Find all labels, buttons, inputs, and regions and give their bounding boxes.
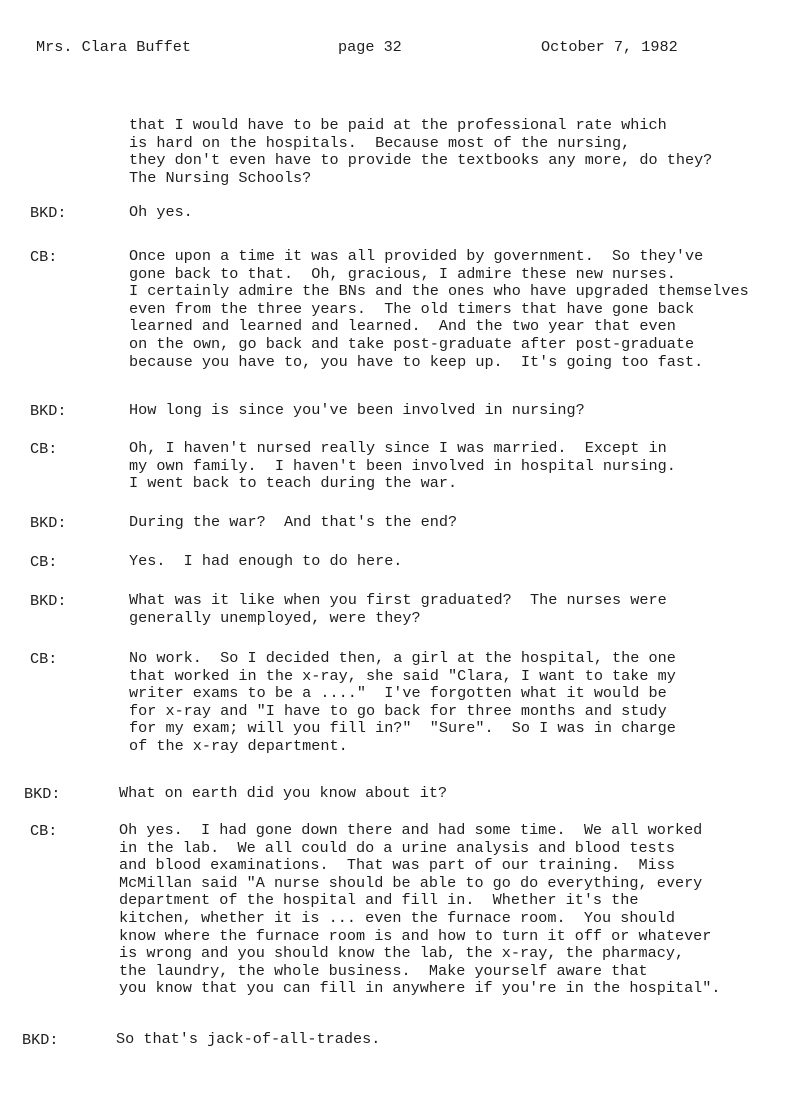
text-line: even from the three years. The old timers that have gone back — [129, 299, 695, 318]
header-date: October 7, 1982 — [541, 38, 678, 56]
header-interviewee-name: Mrs. Clara Buffet — [36, 38, 191, 56]
utterance-text — [129, 117, 789, 187]
utterance-text — [129, 248, 789, 371]
speaker-label: CB: — [30, 553, 58, 571]
text-line: No work. So I decided then, a girl at the hospital, the one — [129, 649, 676, 667]
utterance-text — [119, 822, 779, 998]
speaker-label: BKD: — [30, 402, 67, 420]
text-line: my own family. I haven't been involved in hospital nursing. — [129, 456, 676, 475]
speaker-label: BKD: — [24, 785, 61, 803]
speaker-label: CB: — [30, 650, 58, 668]
utterance-text — [129, 514, 789, 532]
text-line: that worked in the x-ray, she said "Clara, I want to take my — [129, 666, 676, 685]
text-line: you know that you can fill in anywhere if you're in the hospital". — [119, 979, 721, 998]
text-line: I certainly admire the BNs and the ones who have upgraded themselves — [129, 282, 749, 301]
text-line: is hard on the hospitals. Because most of the nursing, — [129, 133, 631, 152]
text-line: writer exams to be a ...." I've forgotten what it would be — [129, 684, 667, 703]
page-header — [0, 38, 800, 62]
text-line: What on earth did you know about it? — [119, 784, 448, 802]
speaker-label: CB: — [30, 440, 58, 458]
text-line: Oh yes. — [129, 203, 193, 221]
text-line: McMillan said "A nurse should be able to go do everything, every — [119, 873, 703, 892]
text-line: kitchen, whether it is ... even the furnace room. You should — [119, 908, 675, 927]
utterance-text — [129, 204, 789, 222]
utterance-text — [129, 402, 789, 420]
header-page-number: page 32 — [338, 38, 402, 56]
text-line: What was it like when you first graduated? The nurses were — [129, 591, 667, 609]
text-line: generally unemployed, were they? — [129, 608, 421, 627]
utterance-text — [116, 1031, 776, 1049]
speaker-label: BKD: — [22, 1031, 59, 1049]
utterance-text — [119, 785, 779, 803]
text-line: that I would have to be paid at the professional rate which — [129, 116, 667, 134]
text-line: gone back to that. Oh, gracious, I admire these new nurses. — [129, 264, 676, 283]
text-line: During the war? And that's the end? — [129, 513, 458, 531]
utterance-text — [129, 592, 789, 627]
speaker-label: BKD: — [30, 592, 67, 610]
text-line: and blood examinations. That was part of our training. Miss — [119, 856, 675, 875]
text-line: learned and learned and learned. And the two year that even — [129, 317, 676, 336]
text-line: for x-ray and "I have to go back for three months and study — [129, 701, 667, 720]
text-line: because you have to, you have to keep up. It's going too fast. — [129, 352, 704, 371]
text-line: they don't even have to provide the textbooks any more, do they? — [129, 151, 713, 170]
utterance-text — [129, 553, 789, 571]
utterance-text — [129, 650, 789, 756]
text-line: How long is since you've been involved in nursing? — [129, 401, 585, 419]
text-line: of the x-ray department. — [129, 736, 348, 755]
text-line: I went back to teach during the war. — [129, 474, 458, 493]
speaker-label: CB: — [30, 248, 58, 266]
speaker-label: BKD: — [30, 514, 67, 532]
text-line: So that's jack-of-all-trades. — [116, 1030, 381, 1048]
text-line: Once upon a time it was all provided by government. So they've — [129, 247, 704, 265]
text-line: the laundry, the whole business. Make yourself aware that — [119, 961, 648, 980]
text-line: in the lab. We all could do a urine analysis and blood tests — [119, 838, 675, 857]
text-line: Oh yes. I had gone down there and had some time. We all worked — [119, 821, 703, 839]
text-line: department of the hospital and fill in. Whether it's the — [119, 891, 639, 910]
utterance-text — [129, 440, 789, 493]
text-line: know where the furnace room is and how to turn it off or whatever — [119, 926, 712, 945]
speaker-label: CB: — [30, 822, 58, 840]
text-line: Oh, I haven't nursed really since I was married. Except in — [129, 439, 667, 457]
text-line: on the own, go back and take post-graduate after post-graduate — [129, 334, 695, 353]
text-line: for my exam; will you fill in?" "Sure". So I was in charge — [129, 719, 676, 738]
text-line: Yes. I had enough to do here. — [129, 552, 403, 570]
text-line: The Nursing Schools? — [129, 168, 312, 187]
speaker-label: BKD: — [30, 204, 67, 222]
text-line: is wrong and you should know the lab, the x-ray, the pharmacy, — [119, 944, 685, 963]
